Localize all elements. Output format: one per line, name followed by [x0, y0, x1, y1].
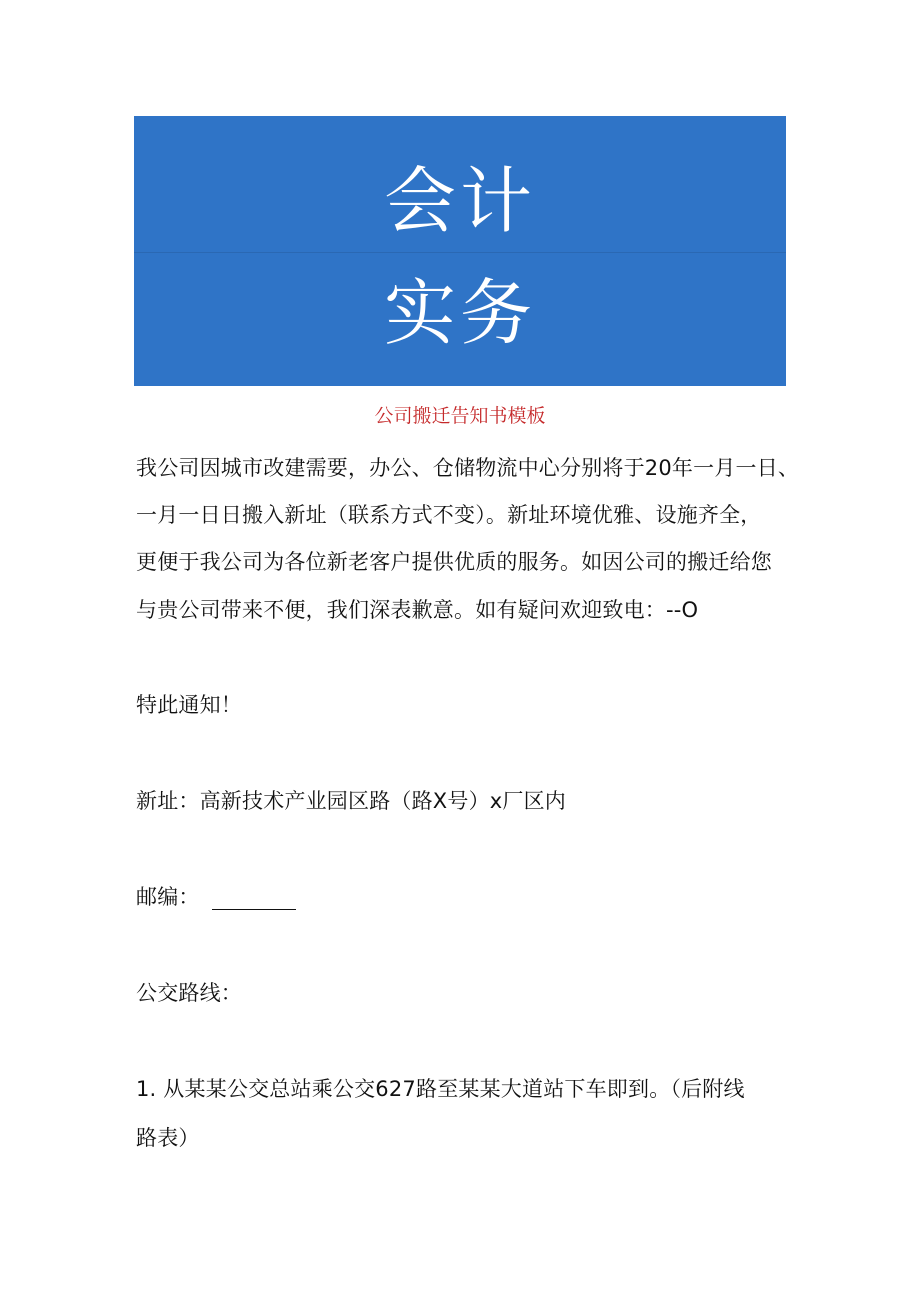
body-line-3: 更便于我公司为各位新老客户提供优质的服务。如因公司的搬迁给您: [136, 550, 772, 574]
document-title: 公司搬迁告知书模板: [374, 405, 546, 427]
postcode-blank: [212, 889, 296, 910]
notice-text: 特此通知！: [136, 693, 242, 717]
banner-title-line-2: 实务: [383, 271, 536, 355]
postcode-row: [136, 884, 296, 910]
route-item-1-line-2: 路表）: [136, 1126, 200, 1150]
postcode-label: 邮编：: [136, 885, 200, 909]
banner-title-line-1: 会计: [383, 159, 536, 243]
route-item-1-line-1: 1. 从某某公交总站乘公交627路至某某大道站下车即到。（后附线: [136, 1077, 745, 1101]
banner-divider: [134, 252, 786, 253]
body-line-1: 我公司因城市改建需要，办公、仓储物流中心分别将于20年一月一日、: [136, 456, 800, 480]
cover-banner: [134, 116, 786, 386]
bus-route-label: 公交路线：: [136, 981, 242, 1005]
body-line-2: 一月一日日搬入新址（联系方式不变）。新址环境优雅、设施齐全，: [136, 503, 762, 527]
new-address: 新址：高新技术产业园区路（路X号）x厂区内: [136, 789, 567, 813]
body-line-4: 与贵公司带来不便，我们深表歉意。如有疑问欢迎致电：--O: [136, 598, 699, 622]
